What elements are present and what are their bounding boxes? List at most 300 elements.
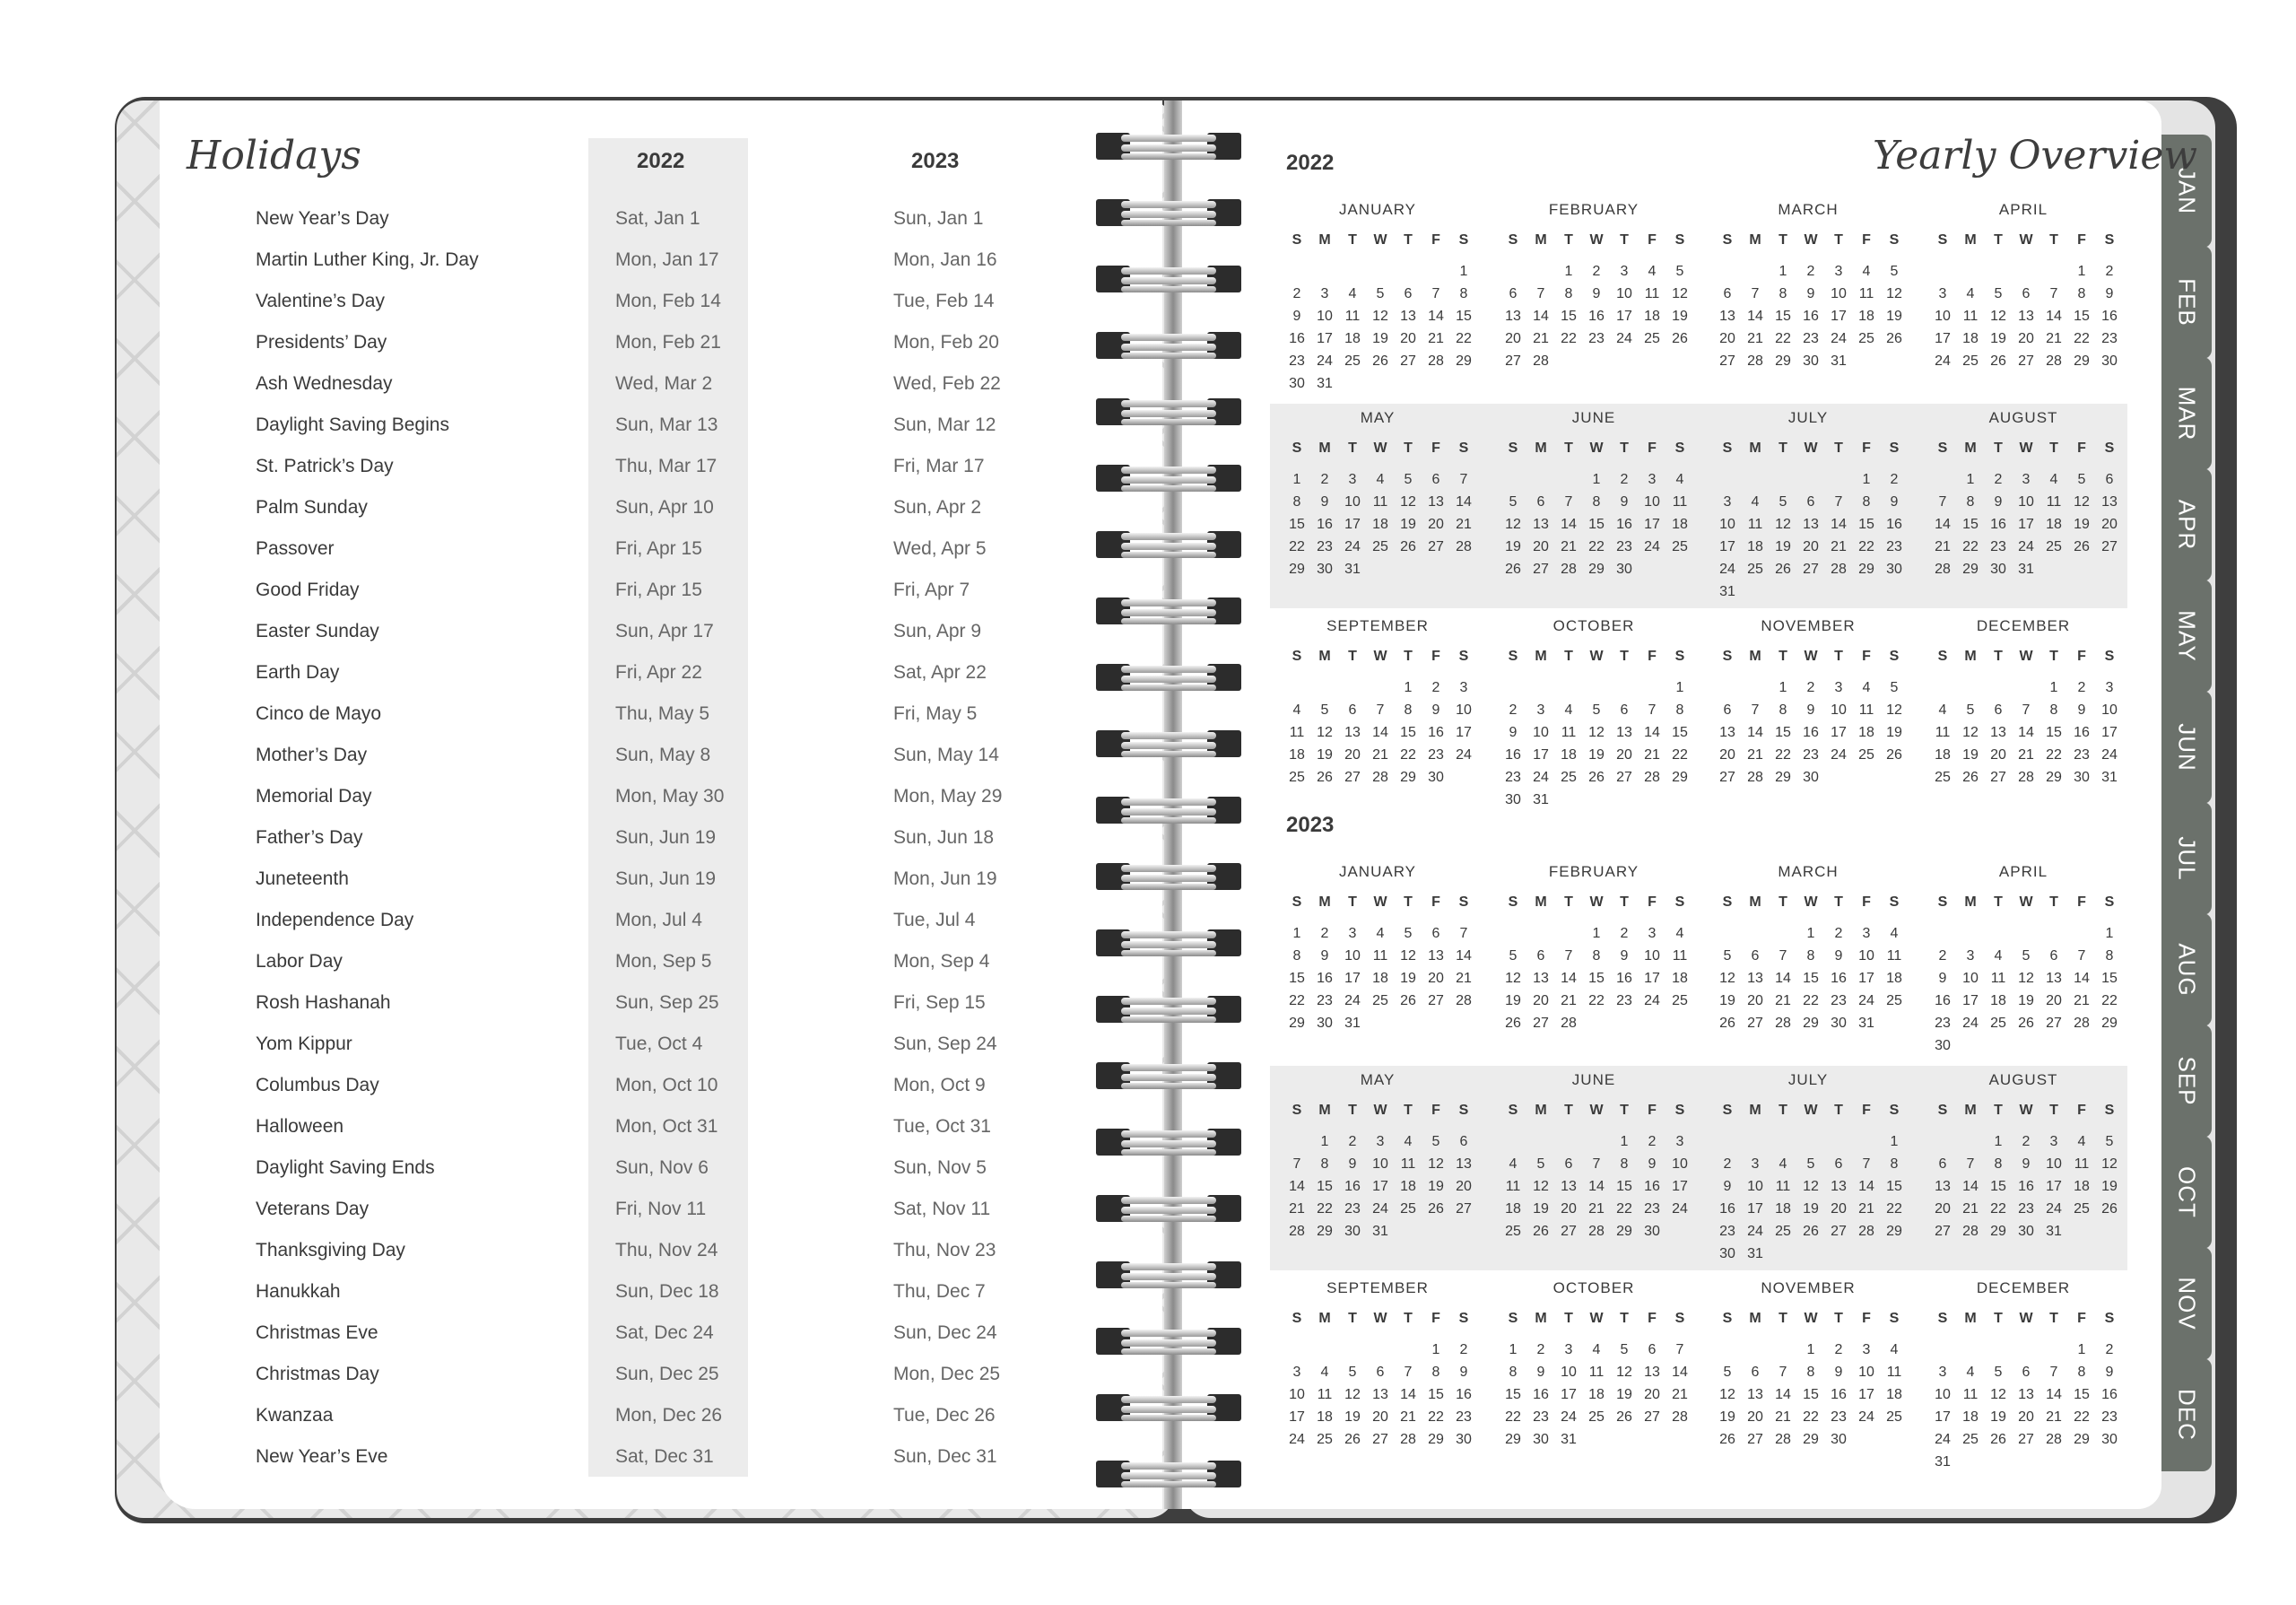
calendar-day: 23 [1428, 747, 1444, 763]
calendar-day: 21 [1831, 539, 1847, 554]
calendar-day: 2 [1592, 264, 1601, 279]
calendar-day: 10 [1858, 948, 1874, 964]
calendar-day: 25 [1886, 993, 1902, 1008]
holiday-name: Memorial Day [256, 786, 372, 807]
weekday-letter: F [1862, 441, 1871, 456]
calendar-day: 20 [1372, 1409, 1388, 1425]
tab-apr[interactable] [2161, 468, 2212, 581]
calendar-day: 17 [1672, 1179, 1688, 1194]
month-name: JUNE [1571, 1071, 1616, 1088]
calendar-day: 17 [2046, 1179, 2062, 1194]
calendar-day: 25 [1775, 1224, 1791, 1239]
calendar-day: 27 [1428, 539, 1444, 554]
calendar-day: 4 [1890, 926, 1899, 941]
weekday-letter: W [1589, 1311, 1604, 1326]
ring-part [1121, 476, 1216, 484]
weekday-letter: W [1804, 441, 1818, 456]
calendar-day: 4 [1751, 494, 1760, 510]
calendar-day: 30 [1456, 1432, 1472, 1447]
calendar-day: 5 [1890, 680, 1899, 695]
calendar-day: 9 [1459, 1365, 1468, 1380]
calendar-day: 8 [1806, 948, 1815, 964]
calendar-day: 14 [1533, 309, 1549, 324]
calendar-day: 14 [2046, 1387, 2062, 1402]
calendar-day: 22 [1588, 539, 1605, 554]
weekday-letter: M [1964, 894, 1977, 910]
weekday-letter: T [1564, 649, 1573, 664]
calendar-day: 14 [1289, 1179, 1305, 1194]
calendar-day: 17 [1456, 725, 1472, 740]
calendar-day: 14 [1456, 494, 1472, 510]
calendar-day: 15 [1400, 725, 1416, 740]
calendar-day: 9 [1648, 1156, 1657, 1172]
weekday-letter: S [1674, 1103, 1685, 1118]
calendar-day: 13 [1831, 1179, 1847, 1194]
calendar-day: 11 [1858, 702, 1874, 718]
calendar-day: 16 [2101, 1387, 2118, 1402]
weekday-letter: M [1964, 232, 1977, 248]
holiday-name: Valentine’s Day [256, 291, 385, 311]
holiday-date-2022: Mon, Jan 17 [615, 249, 719, 270]
weekday-letter: T [1348, 894, 1357, 910]
tab-dec[interactable] [2161, 1358, 2212, 1471]
calendar-day: 4 [1564, 702, 1573, 718]
calendar-day: 20 [1747, 993, 1763, 1008]
calendar-day: 27 [1803, 562, 1819, 577]
calendar-day: 27 [1616, 770, 1632, 785]
calendar-day: 31 [1719, 584, 1735, 599]
tab-label: SEP [2173, 1056, 2201, 1106]
weekday-letter: S [1508, 232, 1518, 248]
holiday-row [0, 456, 1076, 492]
weekday-letter: T [1404, 1311, 1413, 1326]
calendar-day: 28 [1428, 353, 1444, 369]
calendar-day: 20 [1456, 1179, 1472, 1194]
weekday-letter: S [1674, 1311, 1685, 1326]
ring-part [1121, 211, 1216, 218]
ring-part [1121, 950, 1216, 956]
weekday-letter: S [1722, 232, 1733, 248]
calendar-day: 19 [1886, 725, 1902, 740]
calendar-day: 27 [1719, 353, 1735, 369]
calendar-day: 4 [1966, 1365, 1975, 1380]
month-name: JULY [1787, 409, 1829, 426]
ring-part [1121, 543, 1216, 550]
calendar-day: 1 [2049, 680, 2058, 695]
weekday-letter: S [1889, 1103, 1900, 1118]
calendar-day: 8 [1675, 702, 1684, 718]
calendar-day: 3 [1536, 702, 1545, 718]
weekday-letter: T [1404, 649, 1413, 664]
tab-feb[interactable] [2161, 246, 2212, 359]
holiday-name: Yom Kippur [256, 1034, 352, 1054]
calendar-day: 17 [2101, 725, 2118, 740]
calendar-day: 26 [1344, 1432, 1361, 1447]
holiday-row [0, 1034, 1076, 1069]
calendar-day: 23 [1616, 539, 1632, 554]
ring-part [1121, 666, 1216, 673]
spiral-ring [1096, 662, 1241, 693]
calendar-day: 6 [1994, 702, 2003, 718]
calendar-day: 30 [1317, 1016, 1333, 1031]
calendar-day: 11 [1588, 1365, 1605, 1380]
calendar-day: 16 [1588, 309, 1605, 324]
calendar-day: 20 [1428, 971, 1444, 986]
weekday-letter: S [1937, 232, 1948, 248]
calendar-day: 10 [1317, 309, 1333, 324]
calendar-day: 17 [1344, 517, 1361, 532]
calendar-day: 31 [1344, 562, 1361, 577]
calendar-day: 6 [1509, 286, 1518, 301]
calendar-day: 23 [1317, 993, 1333, 1008]
calendar-day: 11 [1344, 309, 1361, 324]
ring-part [1121, 410, 1216, 417]
holiday-date-2022: Fri, Apr 15 [615, 538, 702, 559]
calendar-day: 26 [2074, 539, 2090, 554]
weekday-letter: S [1292, 1311, 1302, 1326]
weekday-letter: F [1648, 232, 1657, 248]
calendar-day: 29 [2101, 1016, 2118, 1031]
calendar-day: 9 [1431, 702, 1440, 718]
calendar-day: 10 [1456, 702, 1472, 718]
calendar-day: 5 [1431, 1134, 1440, 1149]
calendar-day: 2 [1536, 1342, 1545, 1357]
calendar-day: 20 [1747, 1409, 1763, 1425]
month-calendar [1283, 409, 1472, 598]
tab-sep[interactable] [2161, 1025, 2212, 1138]
calendar-day: 9 [1723, 1179, 1732, 1194]
weekday-letter: T [1994, 649, 2003, 664]
holiday-date-2022: Sat, Jan 1 [615, 208, 700, 229]
calendar-day: 8 [1564, 286, 1573, 301]
month-calendar [1929, 409, 2118, 598]
calendar-day: 10 [1935, 309, 1951, 324]
holiday-date-2022: Tue, Oct 4 [615, 1034, 703, 1054]
holiday-date-2023: Sun, Jun 18 [893, 827, 995, 848]
weekday-letter: W [1804, 649, 1818, 664]
calendar-day: 28 [1775, 1432, 1791, 1447]
calendar-day: 8 [1620, 1156, 1629, 1172]
holiday-date-2022: Mon, May 30 [615, 786, 725, 807]
calendar-day: 29 [1775, 353, 1791, 369]
calendar-day: 6 [1648, 1342, 1657, 1357]
calendar-day: 23 [2101, 331, 2118, 346]
calendar-day: 8 [1994, 1156, 2003, 1172]
calendar-day: 12 [1505, 517, 1521, 532]
weekday-letter: T [1564, 1311, 1573, 1326]
calendar-day: 4 [1648, 264, 1657, 279]
calendar-day: 9 [1292, 309, 1301, 324]
calendar-day: 28 [1561, 562, 1577, 577]
calendar-year-label: 2022 [1286, 151, 1335, 175]
ring-part [1121, 1064, 1216, 1071]
calendar-day: 25 [1962, 353, 1979, 369]
month-calendar [1929, 1071, 2118, 1260]
calendar-day: 27 [1935, 1224, 1951, 1239]
calendar-day: 6 [1751, 1365, 1760, 1380]
calendar-day: 28 [2074, 1016, 2090, 1031]
calendar-day: 27 [1561, 1224, 1577, 1239]
calendar-day: 5 [1592, 702, 1601, 718]
month-name: JULY [1787, 1071, 1829, 1088]
weekday-letter: S [2104, 1311, 2115, 1326]
calendar-day: 6 [1431, 926, 1440, 941]
calendar-day: 25 [1935, 770, 1951, 785]
calendar-day: 1 [1806, 1342, 1815, 1357]
holiday-date-2023: Sat, Apr 22 [893, 662, 987, 683]
holiday-date-2023: Mon, Dec 25 [893, 1364, 1001, 1384]
calendar-day: 29 [1588, 562, 1605, 577]
calendar-day: 4 [1376, 926, 1385, 941]
calendar-day: 11 [1672, 494, 1688, 510]
ring-part [1121, 220, 1216, 226]
calendar-day: 27 [1644, 1409, 1660, 1425]
holiday-row [0, 621, 1076, 657]
calendar-day: 15 [1775, 725, 1791, 740]
weekday-letter: T [1348, 1103, 1357, 1118]
calendar-day: 20 [1533, 993, 1549, 1008]
tab-label: FEB [2173, 278, 2201, 327]
holiday-row [0, 868, 1076, 904]
holiday-name: Good Friday [256, 580, 360, 600]
weekday-letter: M [1964, 441, 1977, 456]
calendar-day: 23 [1831, 1409, 1847, 1425]
calendar-day: 5 [1806, 1156, 1815, 1172]
weekday-letter: M [1535, 441, 1547, 456]
month-calendar [1714, 863, 1902, 1051]
weekday-letter: T [1779, 894, 1787, 910]
calendar-day: 26 [1400, 993, 1416, 1008]
calendar-day: 25 [1672, 993, 1688, 1008]
weekday-letter: T [1564, 1103, 1573, 1118]
calendar-day: 6 [1806, 494, 1815, 510]
holiday-name: Cinco de Mayo [256, 703, 382, 724]
calendar-day: 7 [1376, 702, 1385, 718]
calendar-day: 12 [1344, 1387, 1361, 1402]
calendar-day: 24 [1831, 747, 1847, 763]
calendar-day: 10 [1935, 1387, 1951, 1402]
month-name: FEBRUARY [1548, 863, 1639, 880]
calendar-day: 2 [1320, 926, 1329, 941]
calendar-day: 22 [2046, 747, 2062, 763]
calendar-day: 29 [1803, 1432, 1819, 1447]
calendar-day: 29 [1962, 562, 1979, 577]
ring-part [1121, 1273, 1216, 1280]
calendar-day: 1 [1404, 680, 1413, 695]
tab-jul[interactable] [2161, 802, 2212, 915]
calendar-day: 2 [1348, 1134, 1357, 1149]
calendar-day: 18 [1372, 971, 1388, 986]
calendar-day: 31 [2046, 1224, 2062, 1239]
tab-label: AUG [2173, 943, 2201, 997]
tab-jun[interactable] [2161, 691, 2212, 804]
calendar-day: 26 [1505, 1016, 1521, 1031]
month-name: FEBRUARY [1548, 201, 1639, 218]
weekday-letter: F [1648, 1103, 1657, 1118]
calendar-day: 25 [2046, 539, 2062, 554]
holiday-row [0, 1075, 1076, 1111]
weekday-letter: W [2019, 894, 2033, 910]
month-calendar [1500, 1279, 1688, 1468]
weekday-letter: M [1318, 441, 1331, 456]
calendar-day: 2 [2105, 264, 2114, 279]
holiday-date-2023: Fri, Mar 17 [893, 456, 985, 476]
calendar-day: 29 [1886, 1224, 1902, 1239]
calendar-day: 20 [1719, 331, 1735, 346]
calendar-day: 22 [1561, 331, 1577, 346]
weekday-letter: W [1373, 1103, 1387, 1118]
calendar-day: 19 [1990, 1409, 2006, 1425]
calendar-day: 9 [1834, 1365, 1843, 1380]
calendar-day: 21 [1533, 331, 1549, 346]
calendar-day: 27 [2101, 539, 2118, 554]
weekday-letter: W [1804, 1311, 1818, 1326]
calendar-day: 10 [1747, 1179, 1763, 1194]
ring-part [1121, 1330, 1216, 1337]
weekday-letter: S [1722, 1311, 1733, 1326]
calendar-day: 19 [1672, 309, 1688, 324]
calendar-day: 15 [1561, 309, 1577, 324]
calendar-day: 23 [2074, 747, 2090, 763]
calendar-day: 1 [1862, 472, 1871, 487]
month-name: DECEMBER [1976, 1279, 2071, 1296]
calendar-day: 21 [1747, 747, 1763, 763]
calendar-day: 30 [1289, 376, 1305, 391]
weekday-letter: T [1779, 232, 1787, 248]
calendar-day: 2 [1431, 680, 1440, 695]
calendar-day: 15 [1616, 1179, 1632, 1194]
calendar-day: 14 [1747, 725, 1763, 740]
calendar-day: 17 [1831, 309, 1847, 324]
calendar-day: 12 [1990, 1387, 2006, 1402]
tab-nov[interactable] [2161, 1247, 2212, 1360]
holiday-date-2022: Thu, Mar 17 [615, 456, 718, 476]
holiday-name: Martin Luther King, Jr. Day [256, 249, 479, 270]
month-name: MARCH [1778, 863, 1839, 880]
calendar-day: 11 [2046, 494, 2062, 510]
spiral-ring [1096, 1060, 1241, 1091]
calendar-day: 28 [1747, 770, 1763, 785]
calendar-day: 19 [1400, 971, 1416, 986]
weekday-letter: M [1749, 1311, 1761, 1326]
ring-part [1121, 865, 1216, 872]
calendar-day: 17 [1616, 309, 1632, 324]
ring-part [1121, 808, 1216, 816]
calendar-day: 5 [2077, 472, 2086, 487]
calendar-day: 21 [2018, 747, 2034, 763]
calendar-day: 3 [1320, 286, 1329, 301]
calendar-day: 4 [1890, 1342, 1899, 1357]
weekday-letter: S [1722, 441, 1733, 456]
calendar-day: 20 [1719, 747, 1735, 763]
weekday-letter: S [1937, 1103, 1948, 1118]
holiday-date-2023: Fri, Sep 15 [893, 992, 986, 1013]
spiral-ring [1096, 197, 1241, 228]
calendar-day: 23 [1289, 353, 1305, 369]
weekday-letter: M [1318, 1103, 1331, 1118]
ring-part [1121, 1339, 1216, 1347]
tab-label: OCT [2173, 1166, 2201, 1218]
weekday-letter: W [1589, 1103, 1604, 1118]
calendar-day: 20 [1561, 1201, 1577, 1217]
calendar-day: 12 [1962, 725, 1979, 740]
calendar-day: 30 [2101, 353, 2118, 369]
weekday-letter: F [1862, 1103, 1871, 1118]
calendar-day: 3 [2022, 472, 2031, 487]
weekday-letter: F [2077, 894, 2086, 910]
calendar-day: 10 [1289, 1387, 1305, 1402]
calendar-day: 2 [1890, 472, 1899, 487]
calendar-day: 21 [1644, 747, 1660, 763]
ring-part [1121, 1083, 1216, 1089]
calendar-day: 26 [1719, 1432, 1735, 1447]
calendar-day: 19 [1505, 539, 1521, 554]
tab-may[interactable] [2161, 580, 2212, 693]
calendar-day: 3 [1938, 1365, 1947, 1380]
tab-mar[interactable] [2161, 357, 2212, 470]
weekday-letter: T [1620, 232, 1629, 248]
calendar-day: 22 [1962, 539, 1979, 554]
calendar-day: 22 [1289, 539, 1305, 554]
calendar-day: 2 [1292, 286, 1301, 301]
weekday-letter: F [1431, 1311, 1440, 1326]
weekday-letter: T [1404, 1103, 1413, 1118]
holiday-row [0, 373, 1076, 409]
tab-aug[interactable] [2161, 913, 2212, 1026]
calendar-day: 4 [1675, 472, 1684, 487]
calendar-day: 2 [1620, 926, 1629, 941]
month-calendar [1714, 1279, 1902, 1468]
calendar-day: 7 [1536, 286, 1545, 301]
calendar-day: 5 [1404, 472, 1413, 487]
calendar-day: 12 [1616, 1365, 1632, 1380]
weekday-letter: S [2104, 894, 2115, 910]
calendar-day: 3 [1723, 494, 1732, 510]
calendar-day: 29 [1289, 562, 1305, 577]
calendar-day: 12 [1719, 971, 1735, 986]
calendar-day: 6 [1620, 702, 1629, 718]
holiday-date-2023: Fri, Apr 7 [893, 580, 970, 600]
weekday-letter: W [1804, 232, 1818, 248]
holiday-name: St. Patrick’s Day [256, 456, 394, 476]
holiday-date-2023: Sun, Mar 12 [893, 414, 996, 435]
calendar-day: 29 [1672, 770, 1688, 785]
calendar-day: 16 [1533, 1387, 1549, 1402]
calendar-day: 31 [2018, 562, 2034, 577]
calendar-day: 6 [1536, 948, 1545, 964]
holiday-name: Columbus Day [256, 1075, 379, 1095]
ring-part [1121, 533, 1216, 540]
weekday-letter: T [1564, 894, 1573, 910]
holiday-date-2023: Sun, Apr 2 [893, 497, 982, 518]
spiral-ring [1096, 728, 1241, 759]
calendar-day: 11 [1372, 494, 1388, 510]
calendar-day: 28 [1456, 539, 1472, 554]
calendar-day: 9 [1536, 1365, 1545, 1380]
calendar-day: 23 [1644, 1201, 1660, 1217]
calendar-day: 10 [1858, 1365, 1874, 1380]
tab-oct[interactable] [2161, 1136, 2212, 1249]
calendar-day: 14 [2046, 309, 2062, 324]
month-name: DECEMBER [1976, 617, 2071, 634]
calendar-day: 24 [1289, 1432, 1305, 1447]
calendar-day: 7 [1648, 702, 1657, 718]
calendar-day: 12 [1588, 725, 1605, 740]
holiday-row [0, 538, 1076, 574]
holiday-date-2023: Tue, Oct 31 [893, 1116, 991, 1137]
holiday-date-2022: Fri, Apr 22 [615, 662, 702, 683]
calendar-day: 25 [1644, 331, 1660, 346]
